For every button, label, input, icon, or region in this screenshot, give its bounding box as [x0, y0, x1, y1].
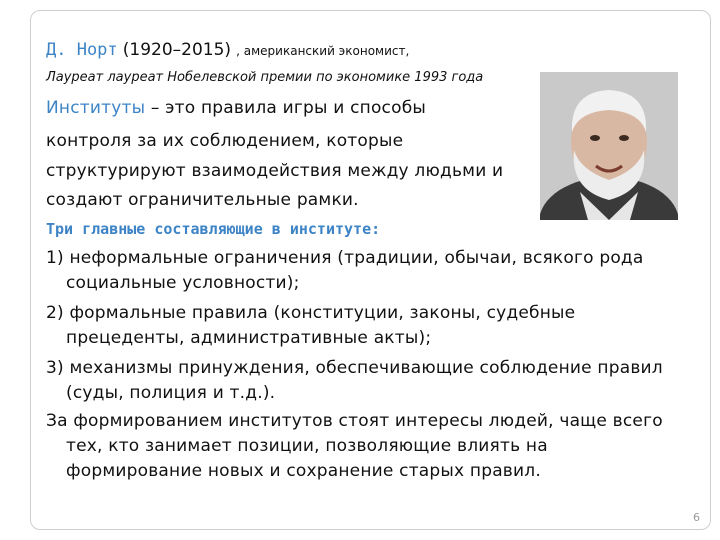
header-line — [46, 40, 409, 60]
conclusion-line-1: За формированием институтов стоят интересы людей, чаще всего — [46, 411, 663, 431]
item-2-line-2: прецеденты, административные акты); — [66, 328, 432, 348]
portrait-image — [540, 72, 678, 220]
conclusion-line-3: формирование новых и сохранение старых правил. — [66, 461, 541, 481]
author-name: Д. Норт — [46, 40, 118, 60]
author-years: (1920–2015) — [122, 40, 232, 60]
item-1-line-1: 1) неформальные ограничения (традиции, обычаи, всякого рода — [46, 248, 644, 268]
definition-line-4: создают ограничительные рамки. — [46, 190, 359, 210]
definition-line-1 — [46, 98, 426, 118]
laureate-line: Лауреат лауреат Нобелевской премии по экономике 1993 года — [46, 70, 484, 85]
author-role: , американский экономист, — [236, 44, 410, 58]
definition-line-2: контроля за их соблюдением, которые — [46, 131, 404, 151]
definition-line-3: структурируют взаимодействия между людьми и — [46, 161, 504, 181]
item-3-line-2: (суды, полиция и т.д.). — [66, 383, 276, 403]
conclusion-line-2: тех, кто занимает позиции, позволяющие влиять на — [66, 436, 548, 456]
item-3-line-1: 3) механизмы принуждения, обеспечивающие соблюдение правил — [46, 358, 663, 378]
item-1-line-2: социальные условности); — [66, 273, 300, 293]
definition-text-1: – это правила игры и способы — [145, 98, 427, 118]
portrait-photo — [540, 72, 678, 220]
components-heading: Три главные составляющие в институте: — [46, 220, 381, 238]
item-2-line-1: 2) формальные правила (конституции, законы, судебные — [46, 303, 576, 323]
definition-term: Институты — [46, 98, 146, 118]
page-number: 6 — [693, 511, 700, 524]
